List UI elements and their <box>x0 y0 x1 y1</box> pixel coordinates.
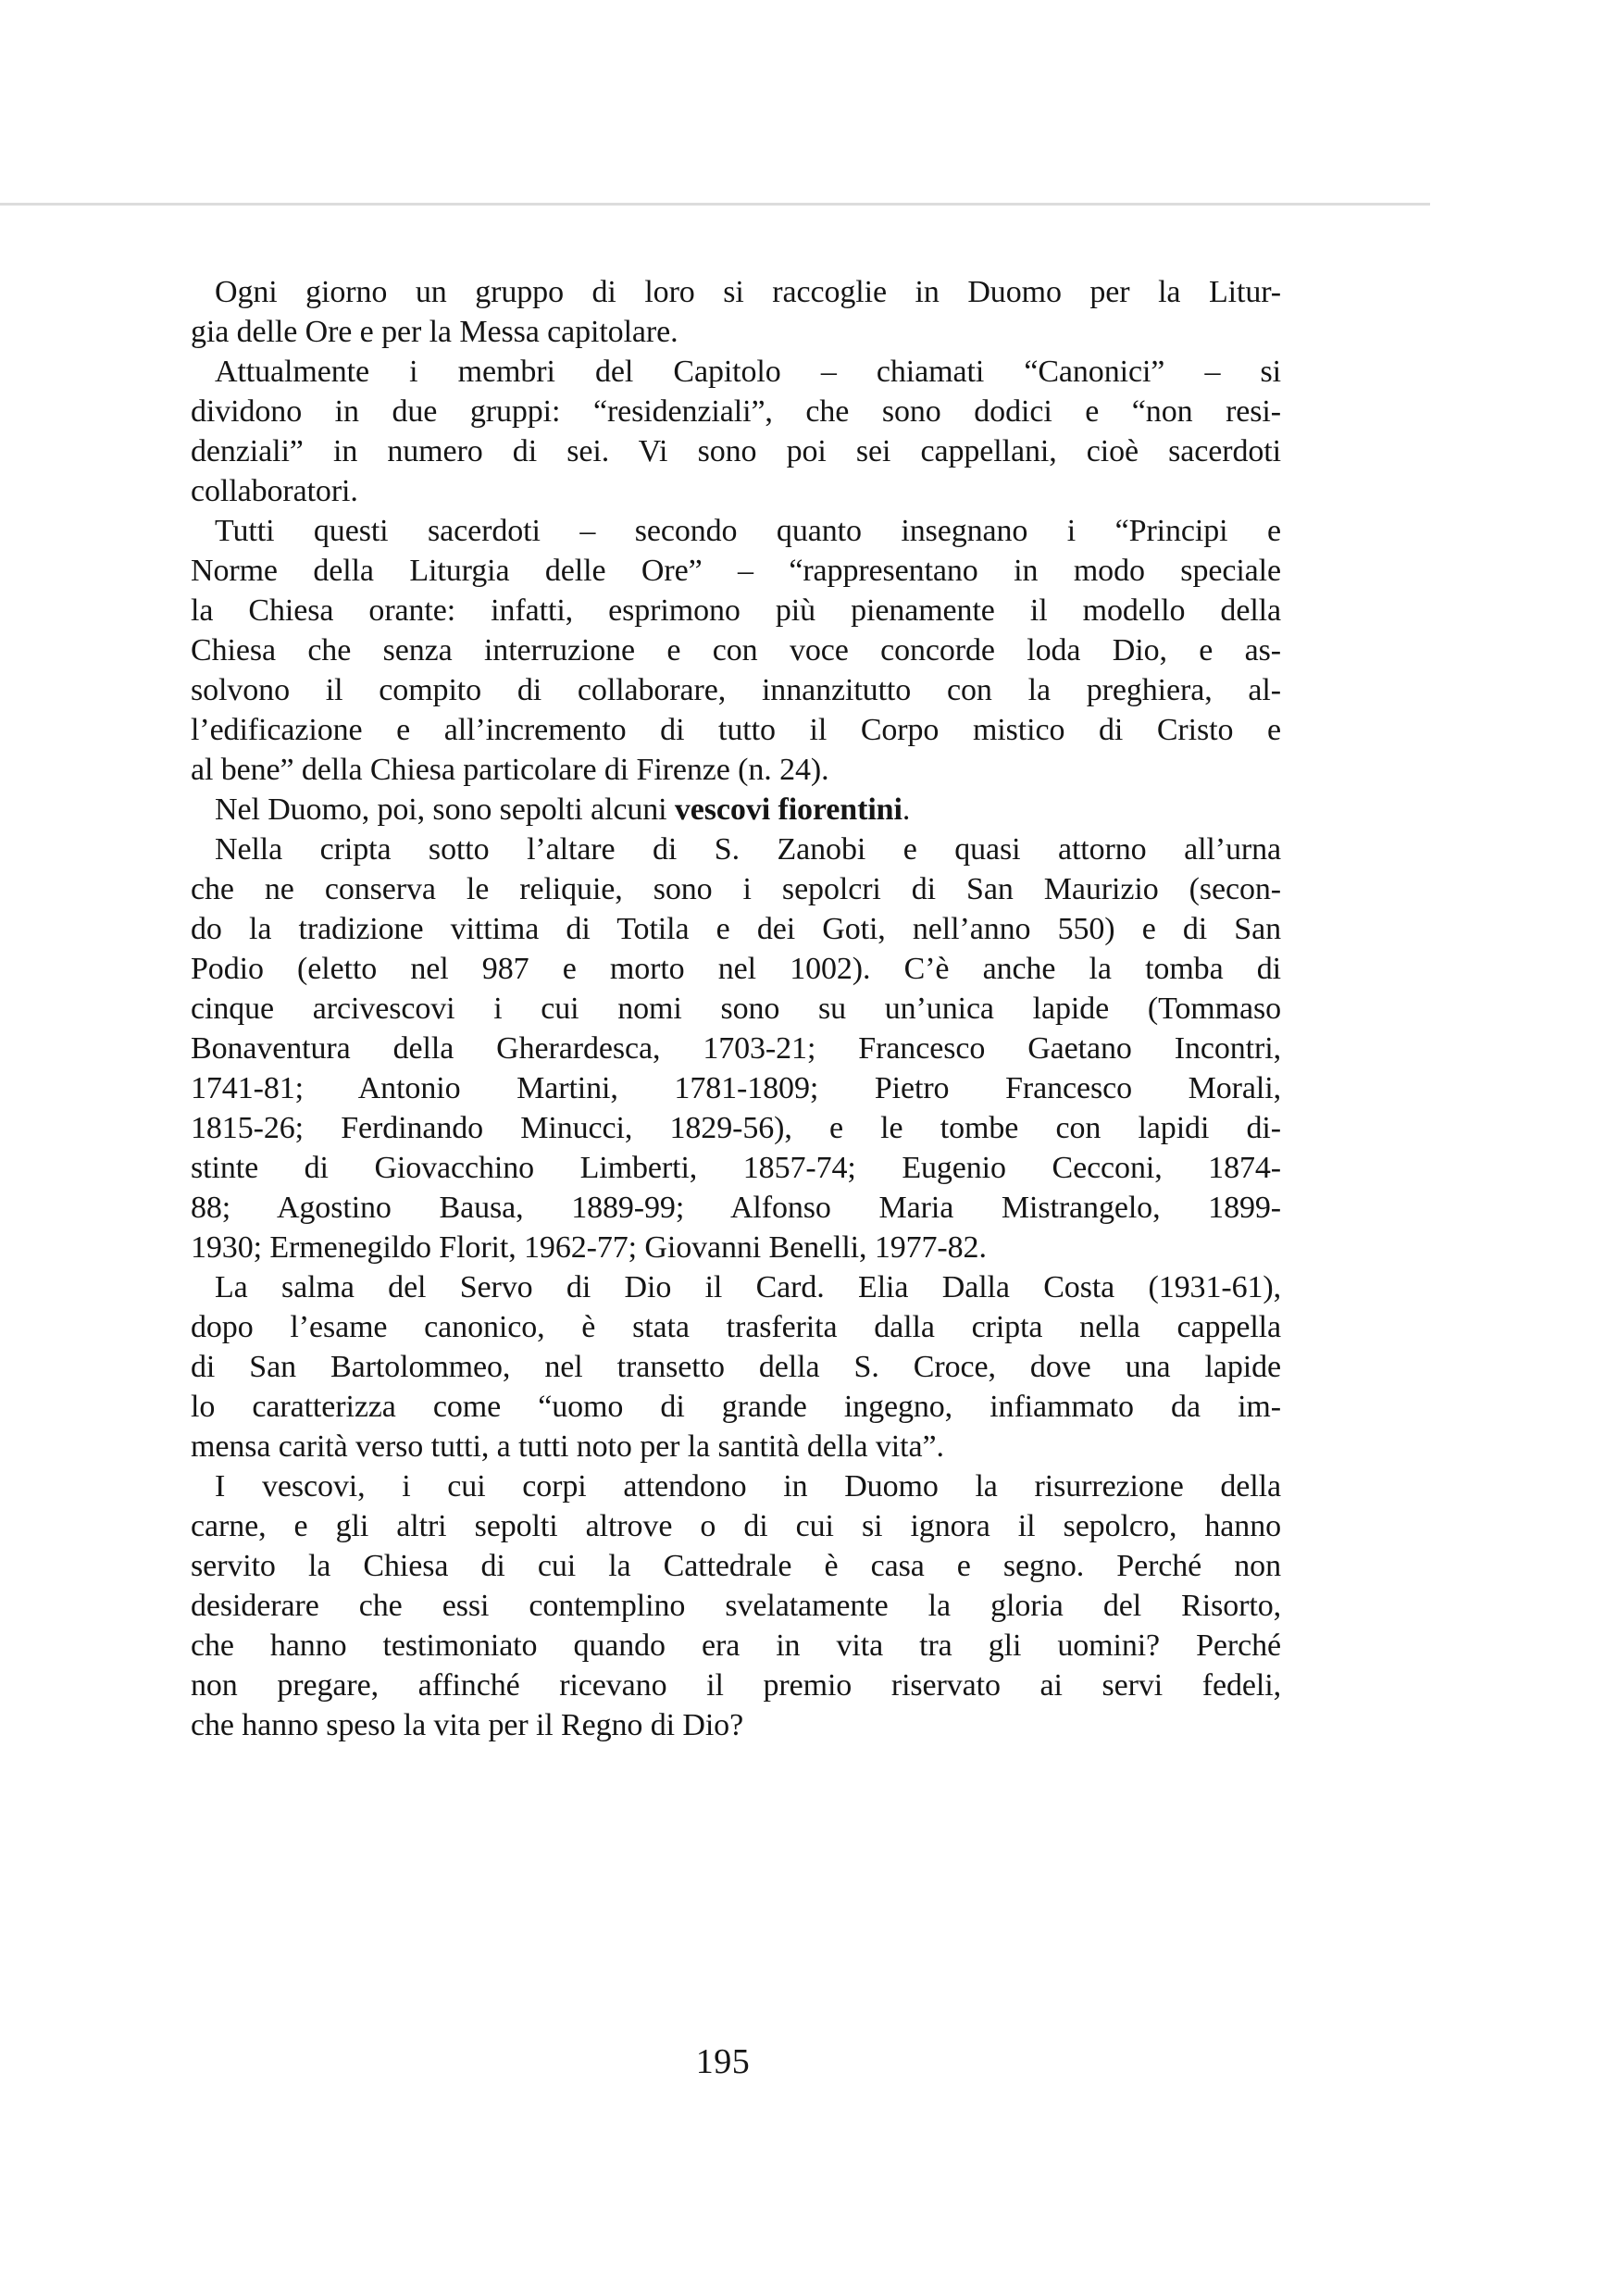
text-line: l’edificazione e all’incremento di tutto il Corpo mistico di Cristo e <box>191 713 1281 747</box>
text-line: Norme della Liturgia delle Ore” – “rappresentano in modo speciale <box>191 554 1281 588</box>
text-line: solvono il compito di collaborare, innanzitutto con la preghiera, al- <box>191 673 1281 707</box>
text-line: Podio (eletto nel 987 e morto nel 1002). C’è anche la tomba di <box>191 952 1281 986</box>
text-line: desiderare che essi contemplino svelatamente la gloria del Risorto, <box>191 1589 1281 1623</box>
text-line: mensa carità verso tutti, a tutti noto per la santità della vita”. <box>191 1429 944 1464</box>
text-line: denziali” in numero di sei. Vi sono poi sei cappellani, cioè sacerdoti <box>191 434 1281 468</box>
paragraph <box>191 352 1281 511</box>
text-line: che hanno speso la vita per il Regno di Dio? <box>191 1708 744 1742</box>
text-line: dividono in due gruppi: “residenziali”, che sono dodici e “non resi- <box>191 394 1281 429</box>
text-block <box>191 272 1281 1745</box>
text-line: non pregare, affinché ricevano il premio riservato ai servi fedeli, <box>191 1668 1281 1703</box>
paragraph <box>191 1267 1281 1466</box>
text-line: Ogni giorno un gruppo di loro si raccoglie in Duomo per la Litur- <box>215 275 1281 309</box>
text-line: Attualmente i membri del Capitolo – chiamati “Canonici” – si <box>215 355 1281 389</box>
text-line: cinque arcivescovi i cui nomi sono su un’unica lapide (Tommaso <box>191 992 1281 1026</box>
text-line: I vescovi, i cui corpi attendono in Duomo la risurrezione della <box>215 1469 1281 1504</box>
text-line: lo caratterizza come “uomo di grande ingegno, infiammato da im- <box>191 1390 1281 1424</box>
text-line: Nella cripta sotto l’altare di S. Zanobi e quasi attorno all’urna <box>215 832 1281 867</box>
text-line: dopo l’esame canonico, è stata trasferita dalla cripta nella cappella <box>191 1310 1281 1344</box>
text-line: Tutti questi sacerdoti – secondo quanto insegnano i “Principi e <box>215 514 1281 548</box>
bold-phrase: vescovi fiorentini <box>674 792 902 827</box>
text-line: 88; Agostino Bausa, 1889-99; Alfonso Maria Mistrangelo, 1899- <box>191 1191 1281 1225</box>
text-line: do la tradizione vittima di Totila e dei Goti, nell’anno 550) e di San <box>191 912 1281 946</box>
text-line: che hanno testimoniato quando era in vita tra gli uomini? Perché <box>191 1628 1281 1663</box>
scan-edge-line <box>0 203 1430 206</box>
text-line: 1930; Ermenegildo Florit, 1962-77; Giovanni Benelli, 1977-82. <box>191 1230 987 1265</box>
bold-phrase-suffix: . <box>902 792 911 827</box>
text-line: La salma del Servo di Dio il Card. Elia Dalla Costa (1931-61), <box>215 1270 1281 1304</box>
paragraph <box>191 790 1281 830</box>
bold-phrase-prefix: Nel Duomo, poi, sono sepolti alcuni <box>215 792 675 827</box>
text-line: carne, e gli altri sepolti altrove o di cui si ignora il sepolcro, hanno <box>191 1509 1281 1543</box>
paragraph <box>191 830 1281 1267</box>
text-line: la Chiesa orante: infatti, esprimono più pienamente il modello della <box>191 593 1281 628</box>
text-line: Chiesa che senza interruzione e con voce concorde loda Dio, e as- <box>191 633 1281 668</box>
paragraph <box>191 1466 1281 1745</box>
text-line: Bonaventura della Gherardesca, 1703-21; Francesco Gaetano Incontri, <box>191 1031 1281 1066</box>
text-line: 1815-26; Ferdinando Minucci, 1829-56), e le tombe con lapidi di- <box>191 1111 1281 1145</box>
text-line: stinte di Giovacchino Limberti, 1857-74; Eugenio Cecconi, 1874- <box>191 1151 1281 1185</box>
paragraph <box>191 272 1281 352</box>
text-line <box>191 790 1281 830</box>
text-line: che ne conserva le reliquie, sono i sepolcri di San Maurizio (secon- <box>191 872 1281 906</box>
page-number: 195 <box>695 2042 751 2081</box>
text-line: collaboratori. <box>191 474 358 508</box>
text-line: 1741-81; Antonio Martini, 1781-1809; Pietro Francesco Morali, <box>191 1071 1281 1105</box>
text-line: gia delle Ore e per la Messa capitolare. <box>191 315 678 349</box>
text-line: di San Bartolommeo, nel transetto della S. Croce, dove una lapide <box>191 1350 1281 1384</box>
text-line: servito la Chiesa di cui la Cattedrale è casa e segno. Perché non <box>191 1549 1281 1583</box>
paragraph <box>191 511 1281 790</box>
text-line: al bene” della Chiesa particolare di Firenze (n. 24). <box>191 753 829 787</box>
